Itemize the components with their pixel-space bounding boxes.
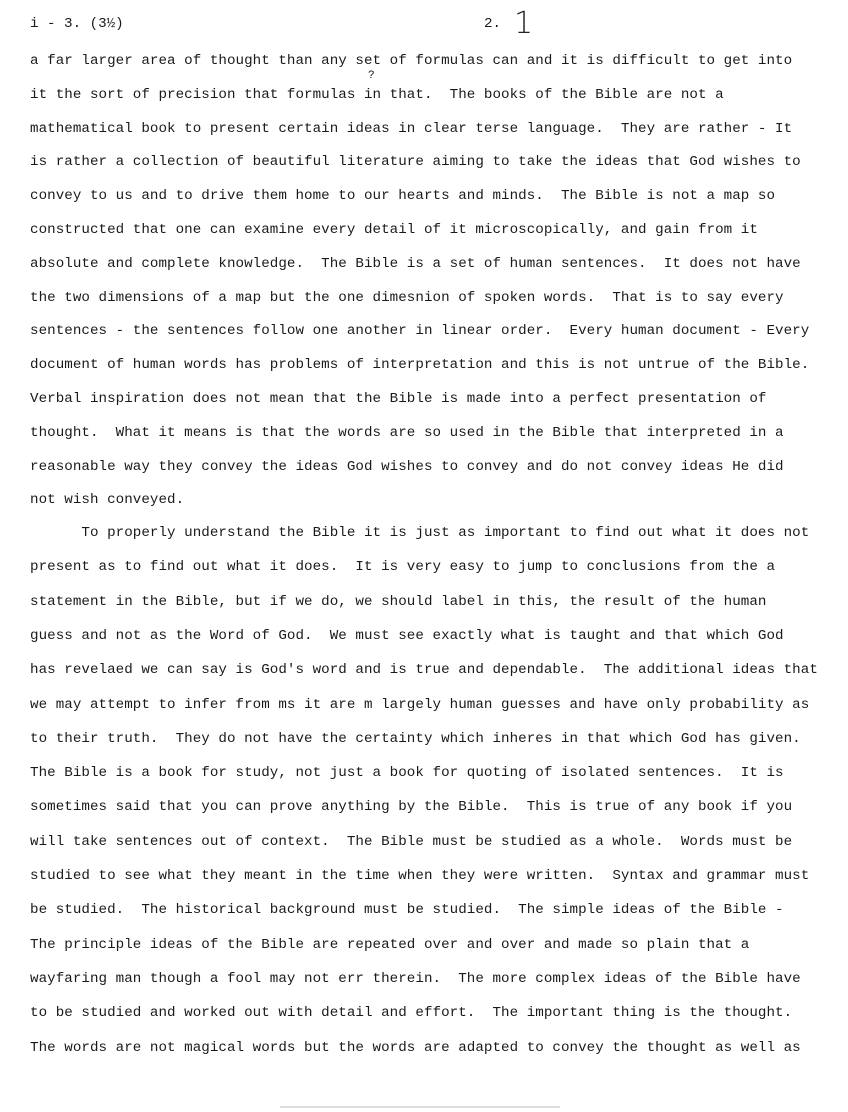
handwritten-mark: 1 bbox=[514, 6, 534, 41]
text-line: be studied. The historical background must be studied. The simple ideas of the Bible - bbox=[30, 902, 784, 919]
text-line: statement in the Bible, but if we do, we should label in this, the result of the human bbox=[30, 593, 767, 610]
text-line: to be studied and worked out with detail and effort. The important thing is the thought. bbox=[30, 1005, 793, 1022]
text-line: guess and not as the Word of God. We must see exactly what is taught and that which God bbox=[30, 627, 784, 644]
scan-artifact bbox=[280, 1106, 560, 1108]
text-line: thought. What it means is that the words are so used in the Bible that interpreted in a bbox=[30, 424, 784, 441]
text-line: absolute and complete knowledge. The Bible is a set of human sentences. It does not have bbox=[30, 255, 801, 272]
text-line: it the sort of precision that formulas in that. The books of the Bible are not a bbox=[30, 86, 724, 103]
text-line: studied to see what they meant in the time when they were written. Syntax and grammar must bbox=[30, 868, 810, 884]
text-line: sentences - the sentences follow one another in linear order. Every human document - Every bbox=[30, 323, 810, 340]
text-line: the two dimensions of a map but the one dimesnion of spoken words. That is to say every bbox=[30, 289, 784, 306]
text-line: will take sentences out of context. The Bible must be studied as a whole. Words must be bbox=[30, 833, 793, 850]
text-line: not wish conveyed. bbox=[30, 492, 185, 509]
text-line: document of human words has problems of interpretation and this is not untrue of the Bible. bbox=[30, 357, 810, 374]
text-line: is rather a collection of beautiful literature aiming to take the ideas that God wishes to bbox=[30, 154, 801, 171]
text-line: to their truth. They do not have the certainty which inheres in that which God has given. bbox=[30, 730, 801, 747]
text-line: a far larger area of thought than any set of formulas can and it is difficult to get into bbox=[30, 53, 793, 69]
text-line: we may attempt to infer from ms it are m largely human guesses and have only probability as bbox=[30, 696, 810, 713]
text-line: wayfaring man though a fool may not err therein. The more complex ideas of the Bible have bbox=[30, 970, 801, 987]
text-line: present as to find out what it does. It is very easy to jump to conclusions from the a bbox=[30, 559, 776, 576]
text-line: has revelaed we can say is God's word and is true and dependable. The additional ideas that bbox=[30, 662, 818, 679]
text-line: Verbal inspiration does not mean that the Bible is made into a perfect presentation of bbox=[30, 391, 767, 407]
margin-note: ? bbox=[368, 70, 375, 82]
text-line: To properly understand the Bible it is just as important to find out what it does not bbox=[30, 525, 810, 541]
header-section-label: i - 3. (3½) bbox=[30, 16, 124, 32]
text-line: constructed that one can examine every detail of it microscopically, and gain from it bbox=[30, 222, 758, 238]
text-line: reasonable way they convey the ideas God wishes to convey and do not convey ideas He did bbox=[30, 458, 784, 475]
text-line: The words are not magical words but the words are adapted to convey the thought as well as bbox=[30, 1039, 801, 1056]
page-number: 2. bbox=[484, 16, 502, 32]
text-line: The Bible is a book for study, not just a book for quoting of isolated sentences. It is bbox=[30, 765, 784, 782]
text-line: The principle ideas of the Bible are repeated over and over and made so plain that a bbox=[30, 936, 750, 953]
text-line: convey to us and to drive them home to our hearts and minds. The Bible is not a map so bbox=[30, 188, 776, 205]
text-line: mathematical book to present certain ideas in clear terse language. They are rather - It bbox=[30, 120, 793, 137]
text-line: sometimes said that you can prove anything by the Bible. This is true of any book if you bbox=[30, 799, 793, 816]
